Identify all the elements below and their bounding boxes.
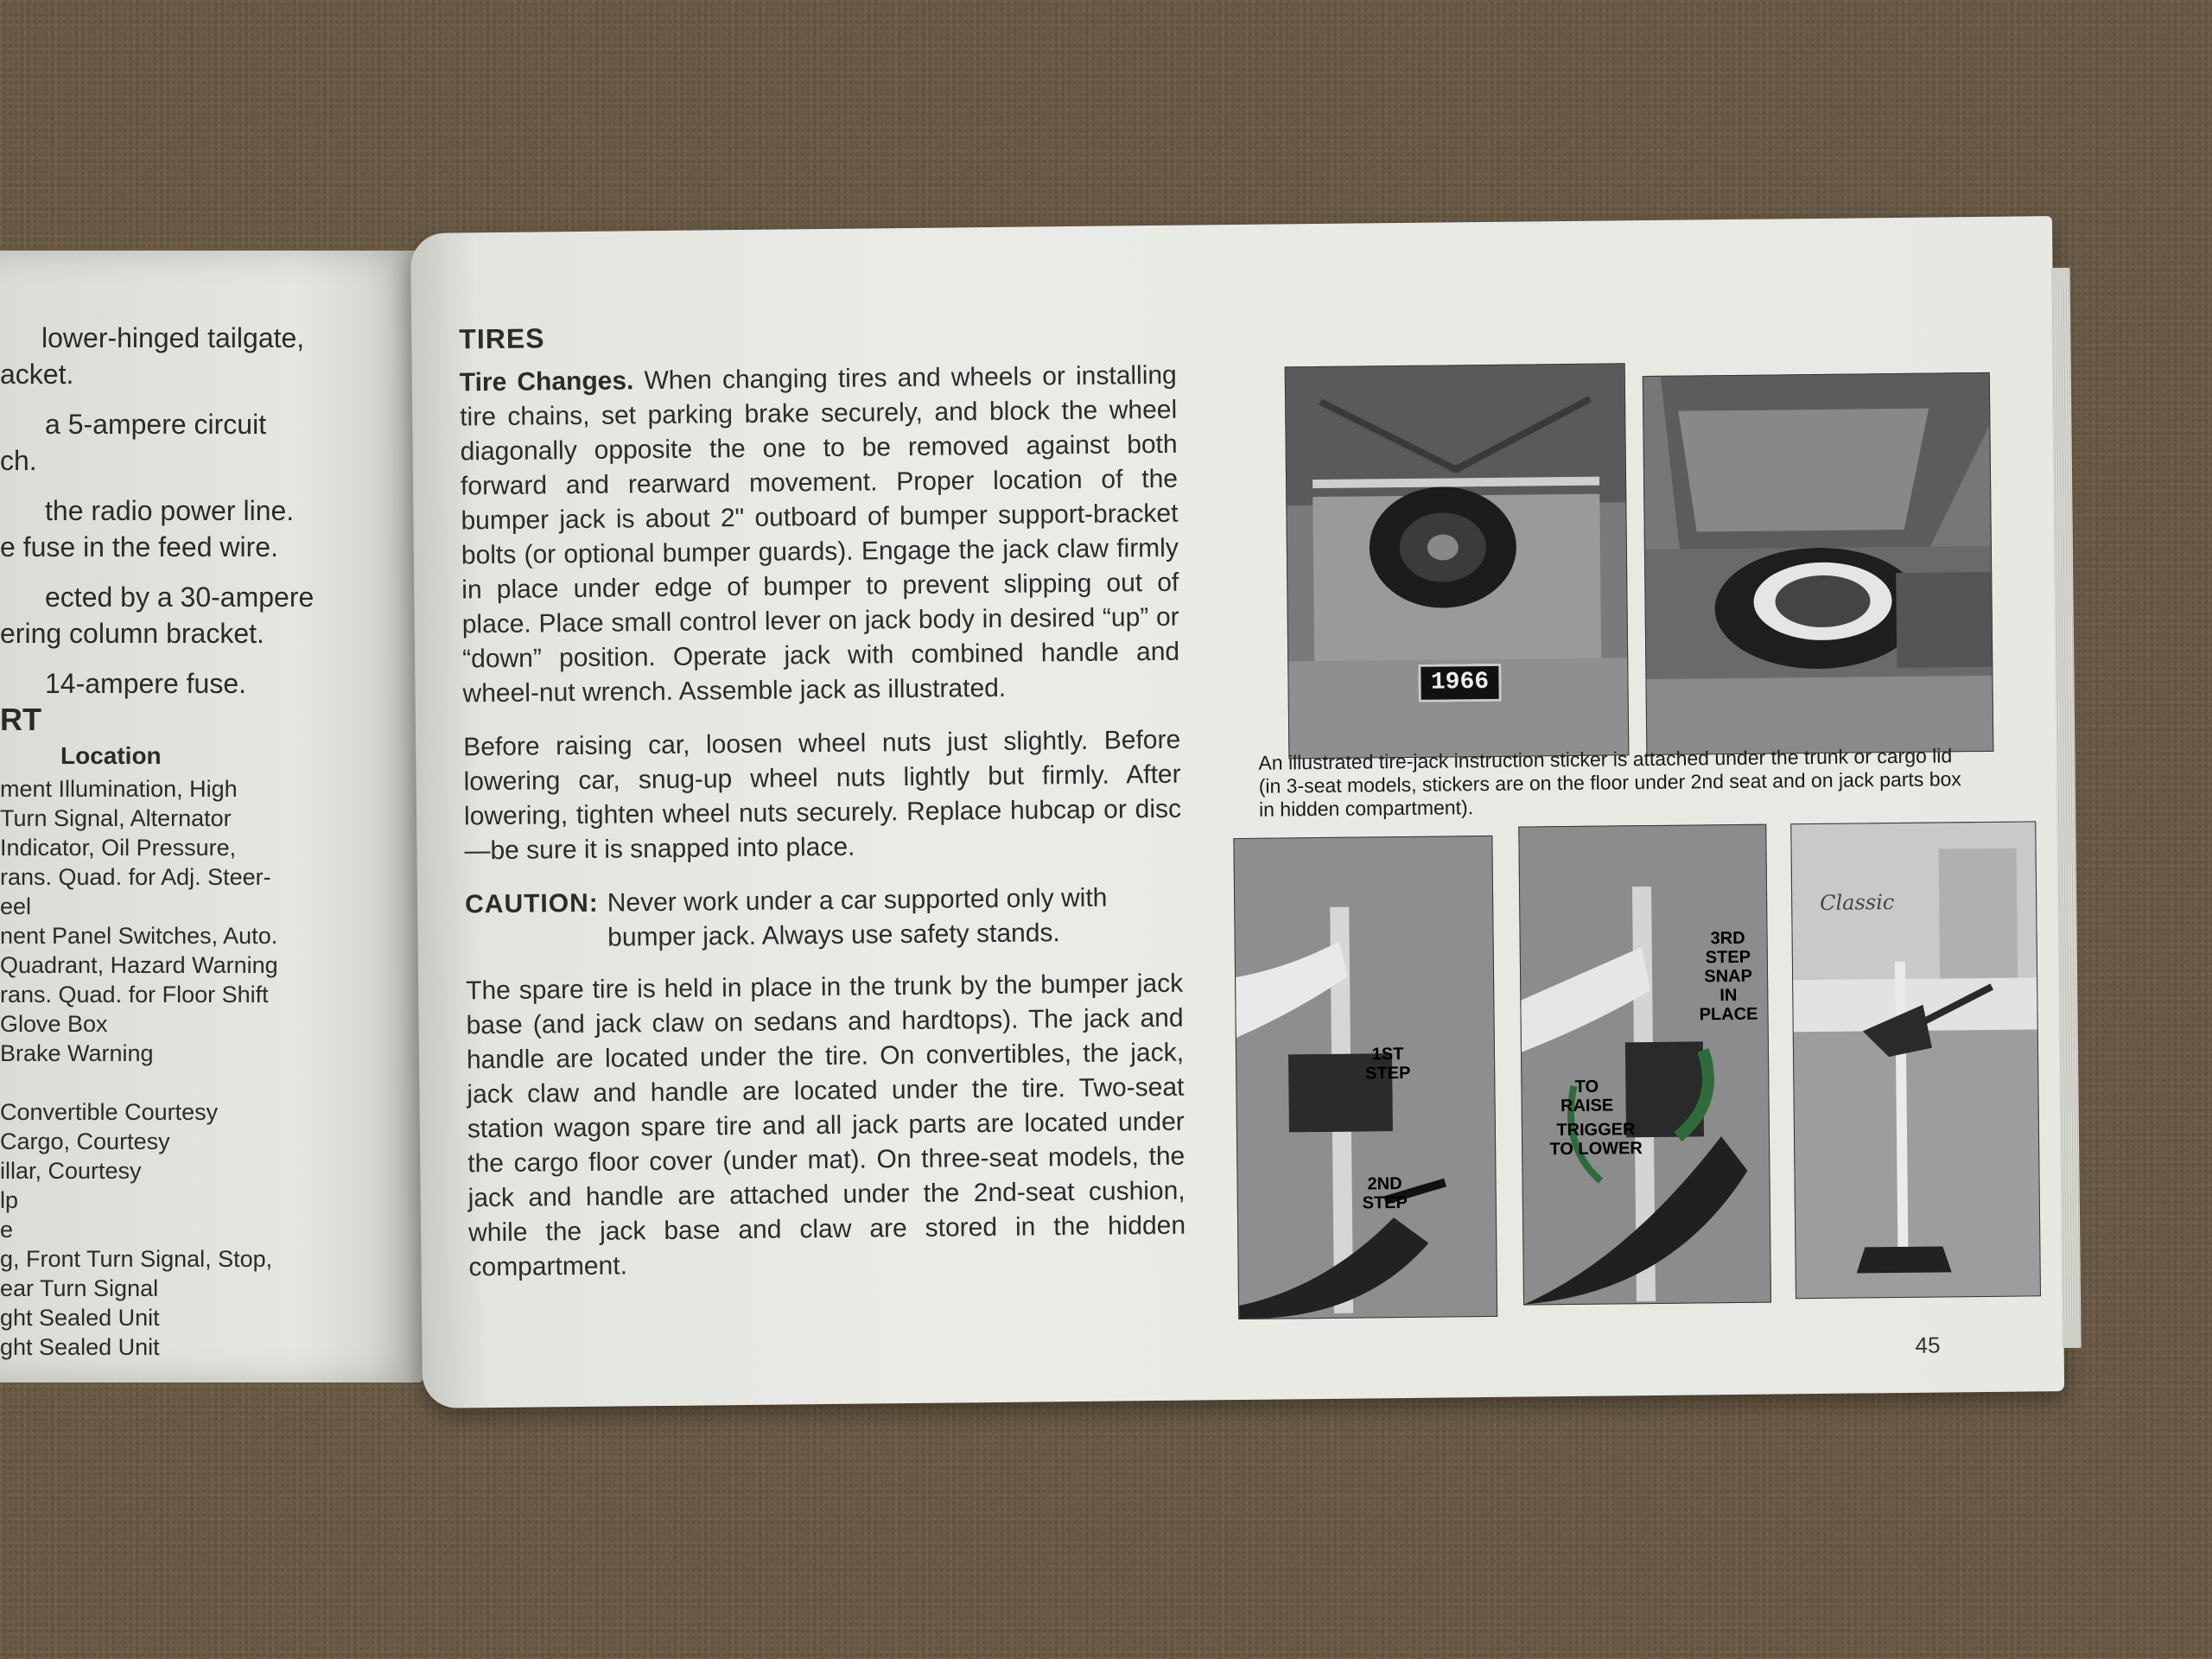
trunk-photo (1285, 363, 1630, 759)
step3-label: 3RD STEP SNAP IN PLACE (1699, 928, 1758, 1025)
right-page (410, 216, 2064, 1408)
section-title: TIRES (459, 322, 545, 355)
cargo-illustration (1643, 373, 1993, 754)
cargo-photo (1643, 372, 1994, 755)
table-line: g, Front Turn Signal, Stop, (0, 1246, 273, 1272)
table-line: ear Turn Signal (0, 1275, 159, 1301)
left-line: the radio power line. (45, 495, 295, 526)
table-line: e (0, 1217, 14, 1243)
step2-label: 2ND STEP (1362, 1174, 1408, 1213)
trigger-lower-label: TRIGGER TO LOWER (1549, 1120, 1643, 1160)
page-number: 45 (1915, 1332, 1941, 1358)
table-line: ment Illumination, High (0, 776, 238, 802)
left-line: 14-ampere fuse. (45, 668, 247, 699)
left-line: acket. (0, 359, 74, 390)
text-column (459, 316, 1186, 1305)
table-line: nent Panel Switches, Auto. (0, 923, 278, 949)
license-plate: 1966 (1418, 664, 1501, 702)
jack-step3-photo (1518, 824, 1771, 1306)
left-heading: RT (0, 702, 41, 737)
left-page-text (0, 320, 337, 1362)
left-page (0, 251, 423, 1382)
table-line (0, 1068, 337, 1097)
table-header-location: Location (60, 742, 162, 769)
table-line: ght Sealed Unit (0, 1334, 160, 1360)
table-line: lp (0, 1187, 19, 1213)
table-line: Glove Box (0, 1011, 108, 1037)
open-manual (0, 233, 2065, 1417)
jack-step1-photo (1233, 836, 1497, 1319)
left-line: ering column bracket. (0, 618, 264, 649)
table-line: illar, Courtesy (0, 1158, 142, 1184)
raising-paragraph: Before raising car, loosen wheel nuts just slightly. Before lowering car, snug-up wheel nuts lightly but firmly. After lowering, tighten wheel nuts securely. Replace hubcap or disc—be sure it is snapped into place. (463, 725, 1182, 866)
spare-tire-paragraph: The spare tire is held in place in the trunk by the bumper jack base (and jack claw on sedans and hardtops). The jack and handle are located under the tire. On convertibles, the jack, jack claw and handle are located under the tire. Two-seat station wagon spare tire and all jack parts are located under the cargo floor cover (under mat). On three-seat models, the jack and handle are attached under the 2nd-seat cushion, while the jack base and claw are stored in the hidden compartment. (466, 969, 1186, 1282)
classic-badge: Classic (1819, 890, 1895, 915)
page-edge (2051, 268, 2082, 1348)
car-jack-photo (1790, 821, 2041, 1299)
table-line: Quadrant, Hazard Warning (0, 952, 278, 978)
jack-step3-illustration (1519, 825, 1770, 1305)
table-line: Indicator, Oil Pressure, (0, 835, 237, 861)
caution-label: CAUTION: (464, 888, 599, 919)
caution-text: Never work under a car supported only with bumper jack. Always use safety stands. (607, 883, 1108, 952)
photo-caption: An illustrated tire-jack instruction sticker is attached under the trunk or cargo lid (in 3-seat models, stickers are on the floor under 2nd seat and on jack parts box in hidden compartment). (1258, 744, 1961, 821)
table-line: eel (0, 893, 32, 919)
left-table (0, 774, 337, 1362)
left-line: ch. (0, 445, 37, 476)
table-line: Convertible Courtesy (0, 1099, 219, 1125)
table-line: rans. Quad. for Floor Shift (0, 982, 269, 1007)
step1-label: 1ST STEP (1365, 1045, 1411, 1084)
left-line: lower-hinged tailgate, (41, 322, 305, 353)
to-raise-label: TO RAISE (1560, 1077, 1614, 1116)
table-line: rans. Quad. for Adj. Steer- (0, 864, 271, 890)
left-line: a 5-ampere circuit (45, 409, 267, 440)
left-line: ected by a 30-ampere (45, 582, 315, 613)
table-line: Brake Warning (0, 1040, 154, 1066)
table-line: ght Sealed Unit (0, 1305, 160, 1331)
caution-block (465, 880, 1183, 957)
table-line: Cargo, Courtesy (0, 1128, 170, 1154)
tire-changes-lead: Tire Changes. (459, 366, 634, 397)
tire-changes-paragraph (460, 359, 1180, 712)
tire-changes-text: When changing tires and wheels or installing tire chains, set parking brake securely, and block the wheel diagonally opposite the one to be removed against both forward and rearward movement. Proper location of the bumper jack is about 2" outboard of bumper support-bracket bolts (or optional bumper guards). Engage the jack claw firmly in place under edge of bumper to prevent slipping out of place. Place small control lever on jack body in desired “up” or “down” position. Operate jack with combined handle and wheel-nut wrench. Assemble jack as illustrated. (460, 360, 1180, 709)
table-line: Turn Signal, Alternator (0, 805, 232, 831)
left-line: e fuse in the feed wire. (0, 531, 278, 563)
